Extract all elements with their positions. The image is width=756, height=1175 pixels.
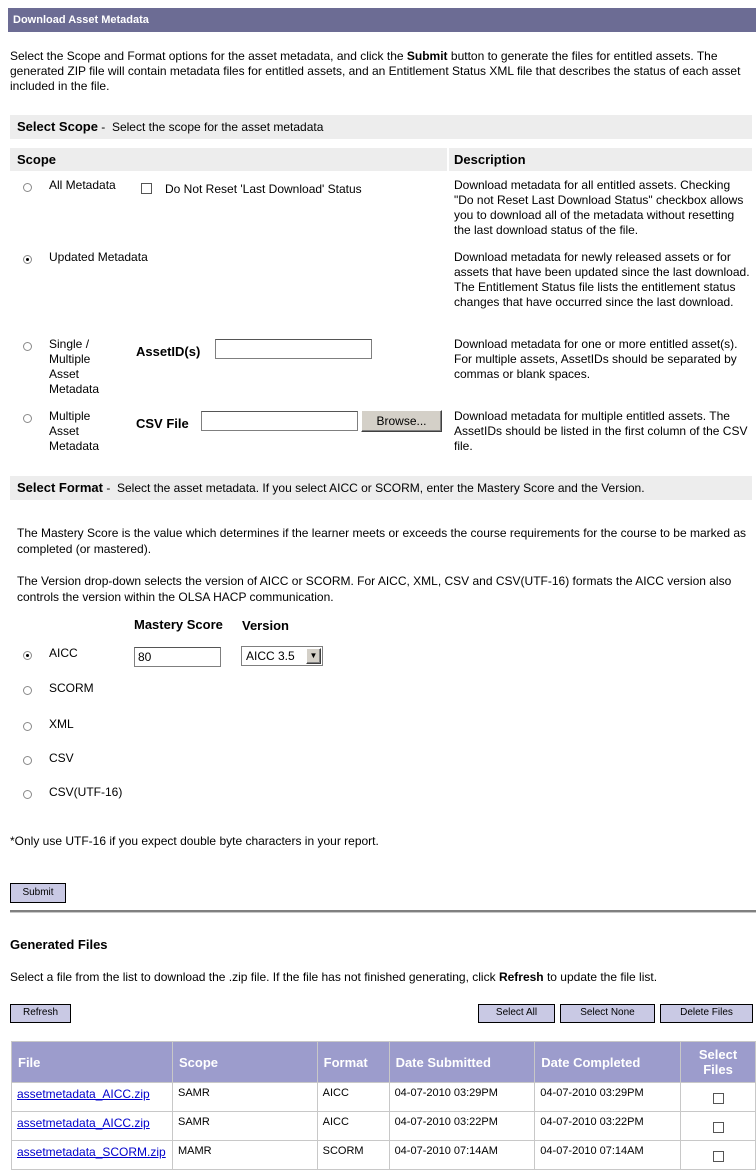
format-radio-xml[interactable] [23, 722, 32, 731]
section-divider [10, 910, 756, 913]
select-format-bar: Select Format - Select the asset metadata. If you select AICC or SCORM, enter the Mastery Score and the Version. [10, 476, 752, 500]
column-header-format[interactable]: Format [317, 1042, 389, 1083]
completed-cell: 04-07-2010 03:22PM [535, 1112, 681, 1141]
table-row [12, 1141, 756, 1170]
format-cell: SCORM [317, 1141, 389, 1170]
mastery-score-label: Mastery Score [134, 617, 223, 632]
mastery-score-explanation: The Mastery Score is the value which determines if the learner meets or exceeds the course requirements for the course to be marked as completed (or mastered). [17, 526, 747, 556]
file-cell [12, 1083, 173, 1112]
refresh-button[interactable]: Refresh [10, 1004, 71, 1023]
utf16-note: *Only use UTF-16 if you expect double byte characters in your report. [10, 834, 379, 848]
submit-button[interactable]: Submit [10, 883, 66, 903]
format-label-scorm: SCORM [49, 681, 94, 695]
select-none-button[interactable]: Select None [560, 1004, 655, 1023]
generated-files-table [11, 1041, 756, 1170]
version-select[interactable] [241, 646, 323, 666]
version-select-value: AICC 3.5 [246, 649, 295, 663]
select-all-button[interactable]: Select All [478, 1004, 555, 1023]
no-reset-checkbox[interactable] [141, 183, 152, 194]
file-cell [12, 1141, 173, 1170]
format-cell: AICC [317, 1112, 389, 1141]
scope-radio-single-multiple[interactable] [23, 342, 32, 351]
file-link[interactable]: assetmetadata_AICC.zip [17, 1087, 150, 1101]
format-label-aicc: AICC [49, 646, 78, 660]
submitted-cell: 04-07-2010 07:14AM [389, 1141, 535, 1170]
select-file-checkbox[interactable] [713, 1093, 724, 1104]
select-format-title: Select Format [17, 480, 103, 495]
csv-file-input[interactable] [201, 411, 358, 431]
scope-desc-multiple-csv: Download metadata for multiple entitled assets. The AssetIDs should be listed in the first column of the CSV file. [454, 409, 748, 453]
generated-desc-part2: to update the file list. [543, 970, 658, 984]
generated-files-title: Generated Files [10, 937, 108, 952]
generated-files-desc [10, 970, 657, 984]
column-header-file[interactable]: File [12, 1042, 173, 1083]
version-explanation: The Version drop-down selects the version of AICC or SCORM. For AICC, XML, CSV and CSV(UTF-16) formats the AICC version also controls the version within the OLSA HACP communication. [17, 574, 732, 604]
page-header: Download Asset Metadata [8, 8, 756, 32]
select-scope-title: Select Scope [17, 119, 98, 134]
csv-file-label: CSV File [136, 416, 189, 431]
intro-submit-word: Submit [406, 49, 448, 63]
asset-ids-label: AssetID(s) [136, 344, 201, 359]
submitted-cell: 04-07-2010 03:29PM [389, 1083, 535, 1112]
select-cell [681, 1112, 756, 1141]
scope-label-updated: Updated Metadata [49, 250, 148, 264]
scope-label-multiple-csv: Multiple Asset Metadata [49, 409, 100, 453]
generated-desc-part1: Select a file from the list to download the .zip file. If the file has not finished generating, click [10, 970, 499, 984]
format-radio-scorm[interactable] [23, 686, 32, 695]
scope-radio-multiple-csv[interactable] [23, 414, 32, 423]
scope-cell: MAMR [172, 1141, 317, 1170]
column-header-select-files: Select Files [681, 1042, 756, 1083]
column-header-date-completed[interactable]: Date Completed [535, 1042, 681, 1083]
select-file-checkbox[interactable] [713, 1122, 724, 1133]
version-label: Version [242, 618, 289, 633]
file-cell [12, 1112, 173, 1141]
asset-ids-input[interactable] [215, 339, 372, 359]
format-radio-aicc[interactable] [23, 651, 32, 660]
scope-radio-updated[interactable] [23, 255, 32, 264]
chevron-down-icon[interactable]: ▼ [306, 648, 321, 664]
scope-column-header: Scope [10, 148, 447, 171]
file-link[interactable]: assetmetadata_AICC.zip [17, 1116, 150, 1130]
select-scope-desc: Select the scope for the asset metadata [111, 120, 324, 134]
intro-part2: button to generate the files for entitled assets. The generated ZIP file will contain metadata files for entitled assets, and an Entitlement Status XML file that describes the status of each asset included in the file. [10, 49, 741, 93]
table-row [12, 1112, 756, 1141]
intro-text [10, 49, 745, 94]
completed-cell: 04-07-2010 03:29PM [535, 1083, 681, 1112]
completed-cell: 04-07-2010 07:14AM [535, 1141, 681, 1170]
no-reset-label: Do Not Reset 'Last Download' Status [165, 182, 362, 196]
select-file-checkbox[interactable] [713, 1151, 724, 1162]
mastery-score-input[interactable]: 80 [134, 647, 221, 667]
generated-desc-refresh-word: Refresh [498, 970, 544, 984]
intro-part1: Select the Scope and Format options for the asset metadata, and click the [10, 49, 407, 63]
scope-desc-updated: Download metadata for newly released assets or for assets that have been updated since the last download. The Entitlement Status file lists the entitlement status changes that have occurred since the last download. [454, 250, 750, 309]
column-header-date-submitted[interactable]: Date Submitted [389, 1042, 535, 1083]
scope-label-single-multiple: Single / Multiple Asset Metadata [49, 337, 100, 396]
select-cell [681, 1141, 756, 1170]
format-label-csv-utf16: CSV(UTF-16) [49, 785, 123, 799]
scope-desc-all: Download metadata for all entitled assets. Checking "Do not Reset Last Download Status" checkbox allows you to download all of the metadata without resetting the last download status of the file. [454, 178, 744, 237]
select-format-desc: Select the asset metadata. If you select AICC or SCORM, enter the Mastery Score and the Version. [116, 481, 645, 495]
description-column-header: Description [449, 148, 752, 171]
format-cell: AICC [317, 1083, 389, 1112]
table-header-row [12, 1042, 756, 1083]
scope-cell: SAMR [172, 1083, 317, 1112]
scope-label-all: All Metadata [49, 178, 116, 192]
format-radio-csv-utf16[interactable] [23, 790, 32, 799]
file-link[interactable]: assetmetadata_SCORM.zip [17, 1145, 166, 1159]
browse-button[interactable]: Browse... [361, 410, 442, 432]
scope-radio-all[interactable] [23, 183, 32, 192]
submitted-cell: 04-07-2010 03:22PM [389, 1112, 535, 1141]
column-header-scope[interactable]: Scope [172, 1042, 317, 1083]
format-radio-csv[interactable] [23, 756, 32, 765]
format-label-xml: XML [49, 717, 74, 731]
scope-cell: SAMR [172, 1112, 317, 1141]
select-cell [681, 1083, 756, 1112]
scope-desc-single-multiple: Download metadata for one or more entitled asset(s). For multiple assets, AssetIDs should be separated by commas or blank spaces. [454, 337, 738, 381]
table-row [12, 1083, 756, 1112]
select-scope-bar: Select Scope - Select the scope for the asset metadata [10, 115, 752, 139]
delete-files-button[interactable]: Delete Files [660, 1004, 753, 1023]
format-label-csv: CSV [49, 751, 74, 765]
